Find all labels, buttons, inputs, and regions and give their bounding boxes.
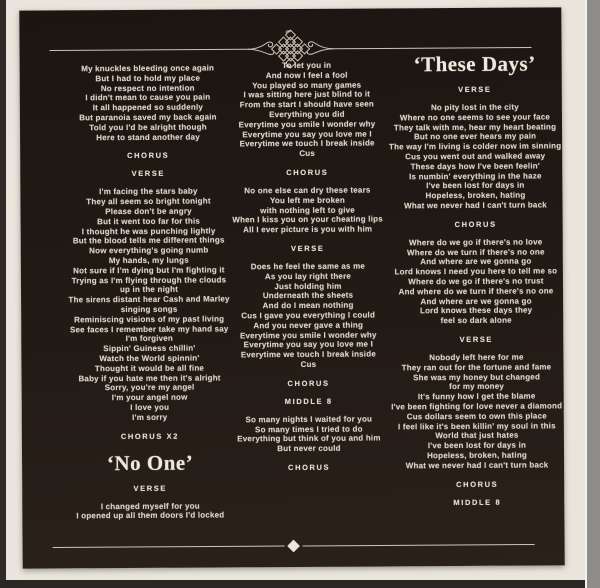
diamond-line-divider-icon <box>51 538 537 555</box>
section-heading: CHORUS <box>456 479 499 489</box>
section-heading: VERSE <box>131 169 166 179</box>
lyric-line: Underneath the sheets <box>262 290 354 301</box>
lyric-line: See faces I remember take my hand say <box>69 323 229 334</box>
lyric-line: I'm sorry <box>132 412 168 422</box>
lyric-line: All I ever picture is you with him <box>243 224 373 235</box>
lyric-line: What we never had I can't turn back <box>404 200 547 211</box>
lyric-line: They talk with me, hear my heart beating <box>393 121 557 132</box>
lyrics-column-right <box>358 51 595 516</box>
lyric-line: As you lay right there <box>264 271 352 281</box>
lyric-line: You played so many games <box>252 80 362 90</box>
section-heading: VERSE <box>291 243 325 253</box>
lyric-line: Cus <box>299 149 316 159</box>
lyric-line: I've been lost for days in <box>427 440 527 451</box>
lyric-line: The way I'm living is colder now im sinning <box>388 141 562 152</box>
song-title: ‘No One’ <box>106 450 194 475</box>
lyric-line: No pity lost in the city <box>430 102 519 113</box>
lyric-line: It's funny how I get the blame <box>417 391 536 402</box>
lyric-line: Not sure if I'm dying but I'm fighting it <box>73 265 225 276</box>
lyric-line: No one else can dry these tears <box>244 185 371 196</box>
lyric-line: These days how I've been feelin' <box>410 161 540 172</box>
lyric-line: Hopeless, broken, hating <box>427 450 528 461</box>
lyric-line: Is numbin' everything in the haze <box>409 171 542 181</box>
lyric-line: Lord knows these days they <box>419 305 533 316</box>
lyric-line: Watch the World spinnin' <box>99 353 200 364</box>
lyric-line: Where no one seems to see your face <box>399 112 551 123</box>
lyric-line: They all seem so bright tonight <box>86 196 211 207</box>
lyric-line: for my money <box>449 382 505 392</box>
lyric-line: Cus <box>300 359 317 369</box>
bottom-edge-shadow <box>0 580 600 588</box>
lyric-line: She was my honey but changed <box>413 372 541 382</box>
lyric-line: And you never gave a thing <box>253 320 364 330</box>
lyric-line: Does he feel the same as me <box>250 261 366 272</box>
lyric-line: They ran out for the fortune and fame <box>401 362 552 373</box>
lyric-line: I'm facing the stars baby <box>99 186 198 197</box>
section-heading: CHORUS <box>454 219 497 229</box>
lyric-line: Here to stand another day <box>96 132 200 142</box>
lyric-line: Please don't be angry <box>105 206 192 217</box>
lyric-line: And do I mean nothing <box>262 300 354 311</box>
lyric-line: Where do we turn if there's no one <box>406 247 545 257</box>
lyric-line: I was sitting here just blind to it <box>243 89 371 100</box>
lyric-line: Trying as I'm flying through the clouds <box>71 274 227 285</box>
lyric-line: singing songs <box>120 304 178 314</box>
lyric-line: Everytime we touch I break inside <box>240 349 376 360</box>
lyric-line: I'm your angel now <box>111 392 188 403</box>
lyric-line: Where do we go if there's no trust <box>408 276 544 287</box>
lyric-line: up in the night <box>119 285 179 295</box>
lyric-line: And where are we gonna go <box>420 296 532 306</box>
lyric-line: So many times I tried to do <box>255 424 363 434</box>
lyric-line: I love you <box>130 402 170 412</box>
lyric-line: World that just hates <box>435 430 519 441</box>
lyric-line: Cus dollars seem to own this place <box>406 411 547 422</box>
stanza <box>359 237 594 327</box>
lyric-line: Cus you went out and walked away <box>405 151 546 162</box>
lyric-line: But I had to hold my place <box>95 73 201 83</box>
section-heading: MIDDLE 8 <box>284 396 333 406</box>
lyric-line: Thought it would be all fine <box>94 363 205 373</box>
lyric-line: I opened up all them doors I'd locked <box>76 510 225 521</box>
lyric-line: I'm forgiven <box>125 334 174 344</box>
lyric-line: Baby if you hate me then it's alright <box>78 372 221 383</box>
lyric-line: Everytime you smile I wonder why <box>238 119 376 130</box>
lyric-line: with nothing left to give <box>260 205 355 215</box>
lyric-line: It all happened so suddenly <box>92 102 204 113</box>
song-title: ‘These Days’ <box>413 51 536 77</box>
lyric-line: Everything but think of you and him <box>237 433 381 444</box>
lyric-line: You left me broken <box>269 195 346 205</box>
lyric-line: Everything you did <box>269 109 345 120</box>
lyric-line: Everytime you say you love me I <box>243 339 374 350</box>
lyric-line: And where are we gonna go <box>420 256 532 267</box>
lyric-line: But it went too far for this <box>97 216 201 226</box>
lyric-line: feel so dark alone <box>440 315 512 326</box>
section-heading: CHORUS X2 <box>120 431 180 441</box>
lyric-line: What we never had I can't turn back <box>405 460 549 471</box>
lyric-line: I feel like it's been killin' my soul in this <box>397 420 556 431</box>
lyric-line: But paranoia saved my back again <box>79 112 217 123</box>
lyric-line: Just holding him <box>274 281 342 291</box>
lyric-line: I've been lost for days in <box>426 180 525 191</box>
lyric-line: Hopeless, broken, hating <box>425 190 526 201</box>
lyric-line: I thought he was punching lightly <box>81 226 216 236</box>
lyric-line: But never could <box>277 443 341 454</box>
lyric-line: I changed myself for you <box>100 501 200 511</box>
section-heading: VERSE <box>458 84 492 94</box>
lyric-line: Nobody left here for me <box>429 352 524 363</box>
lyric-line: I've been fighting for love never a diamond <box>391 401 563 412</box>
lyric-line: The sirens distant hear Cash and Marley <box>68 294 230 305</box>
stanza <box>358 102 593 211</box>
lyric-line: Everytime you say you love me I <box>242 129 372 139</box>
lyric-line: And now I feel a fool <box>265 70 348 80</box>
booklet-page <box>19 7 564 568</box>
lyric-line: Sorry, you're my angel <box>104 382 195 393</box>
lyric-line: My knuckles bleeding once again <box>81 63 215 74</box>
lyric-line: From the start I should have seen <box>239 99 374 110</box>
section-heading: CHORUS <box>286 167 329 178</box>
lyric-line: Everytime you smile I wonder why <box>239 330 377 340</box>
stanza <box>359 352 594 471</box>
section-heading: CHORUS <box>127 151 170 161</box>
lyric-line: And where do we turn if there's no one <box>398 286 554 297</box>
stanza <box>38 501 262 522</box>
lyric-line: Where do we go if there's no love <box>408 237 543 248</box>
lyric-line: Cus I gave you everything I could <box>241 310 376 321</box>
lyric-line: When I kiss you on your cheating lips <box>232 214 383 225</box>
lyric-line: Sippin' Guiness chillin' <box>103 343 196 354</box>
lyric-line: Reminiscing visions of my past living <box>74 314 225 325</box>
section-heading: CHORUS <box>288 462 331 472</box>
lyric-line: Now everything's going numb <box>89 245 209 256</box>
lyric-line: But no one ever hears my pain <box>413 131 537 142</box>
lyric-line: So many nights I waited for you <box>245 414 373 425</box>
section-heading: VERSE <box>459 334 494 344</box>
section-heading: MIDDLE 8 <box>453 497 502 507</box>
lyric-line: My hands, my lungs <box>108 255 189 266</box>
lyric-line: Everytime we touch I break inside <box>239 138 375 149</box>
lyric-line: I didn't mean to cause you pain <box>85 92 211 103</box>
left-edge-shadow <box>0 0 6 588</box>
lyric-line: To let you in <box>282 60 332 71</box>
lyric-line: But the blood tells me different things <box>72 235 225 246</box>
lyric-line: Told you I'd be alright though <box>89 122 207 133</box>
lyric-line: Lord knows I need you here to tell me so <box>394 266 558 277</box>
section-heading: VERSE <box>133 483 167 493</box>
section-heading: CHORUS <box>287 378 330 388</box>
lyric-line: No respect no intention <box>100 83 195 93</box>
